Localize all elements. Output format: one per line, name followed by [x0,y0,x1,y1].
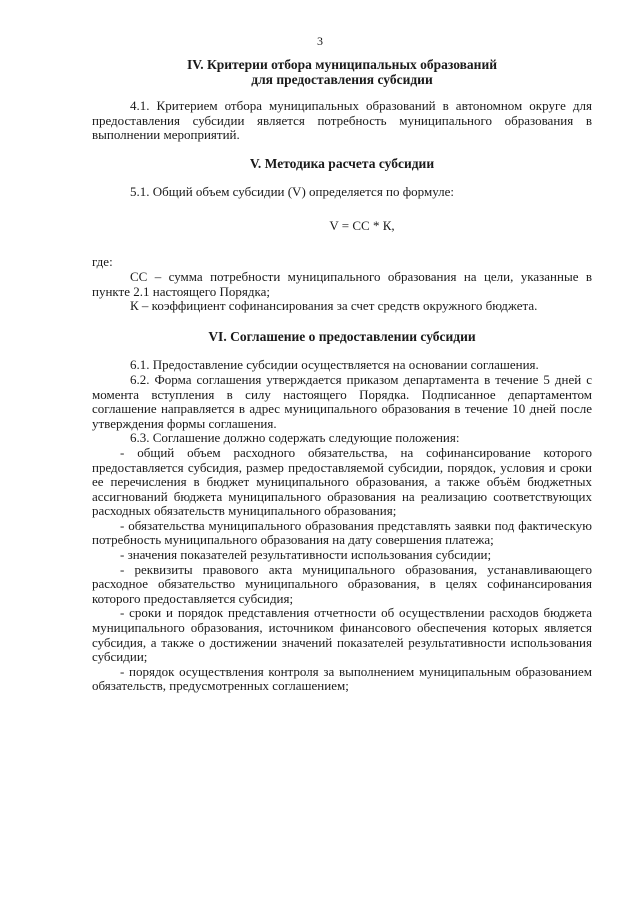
list-item: - порядок осуществления контроля за выполнением муниципальным образованием обязательств, предусмотренных соглашением; [92,663,592,694]
page-number: 3 [317,34,323,48]
section-6-heading: VI. Соглашение о предоставлении субсидии [208,328,476,344]
definition-k: К – коэффициент софинансирования за счет средств окружного бюджета. [130,298,538,314]
paragraph-4-1: 4.1. Критерием отбора муниципальных образований в автономном округе для предоставления субсидии является потребность муниципального образования в выполнении мероприятий. [92,98,592,143]
list-item: - общий объем расходного обязательства, на софинансирование которого предоставляется субсидия, размер предоставляемой субсидии, порядок, условия и сроки ее перечисления в бюджет муниципального образования, а также объём бюджетных ассигнований бюджета муниципального образования на реализацию соответствующих расходных обязательств муниципального образования; [92,444,592,519]
paragraph-6-2: 6.2. Форма соглашения утверждается приказом департамента в течение 5 дней с момента вступления в силу настоящего Порядка. Подписанное департаментом соглашение направляется в адрес муниципального образования в течение 10 дней после утверждения формы соглашения. [92,371,592,431]
section-4-title-line2: для предоставления субсидии [251,71,433,87]
paragraph-6-3: 6.3. Соглашение должно содержать следующие положения: [130,430,460,446]
list-item: - обязательства муниципального образования представлять заявки под фактическую потребность муниципального образования на дату совершения платежа; [92,517,592,548]
paragraph-5-1: 5.1. Общий объем субсидии (V) определяется по формуле: [130,184,455,200]
definition-cc: СС – сумма потребности муниципального образования на цели, указанные в пункте 2.1 настоящего Порядка; [92,269,592,299]
paragraph-6-1: 6.1. Предоставление субсидии осуществляется на основании соглашения. [130,357,539,373]
document-body [92,52,592,694]
list-item: - значения показателей результативности использования субсидии; [120,547,492,563]
list-item: - реквизиты правового акта муниципального образования, устанавливающего расходное обязательство муниципального образования, в целях софинансирования которого предоставляется субсидия; [92,561,592,606]
section-4-heading [92,58,592,87]
where-label: где: [92,254,113,270]
section-4-title-line1: IV. Критерии отбора муниципальных образований [186,57,498,72]
formula: V = СС * К, [329,217,395,233]
list-item: - сроки и порядок представления отчетности об осуществлении расходов бюджета муниципального образования, источником финансового обеспечения которых является субсидия, а также о достижении значений показателей результативности использования субсидии; [92,605,592,665]
section-5-heading: V. Методика расчета субсидии [249,155,435,171]
